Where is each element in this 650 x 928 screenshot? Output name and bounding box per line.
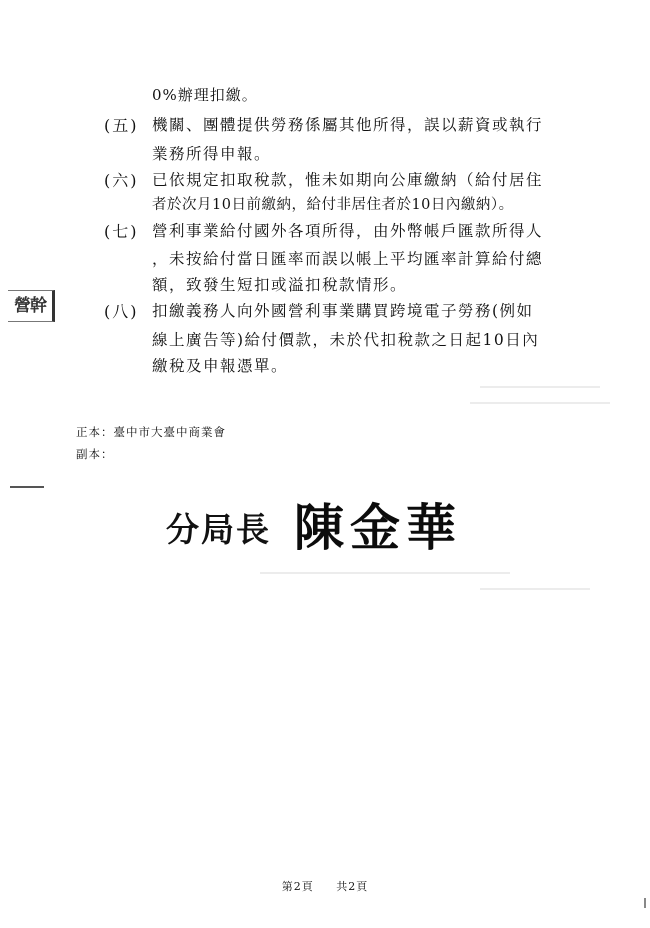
bleed-through-line — [260, 572, 510, 574]
item-number: (八) — [104, 302, 139, 321]
original-recipient: 正本：臺中市大臺中商業會 — [76, 425, 226, 439]
page-number: 第2頁 — [281, 880, 314, 893]
scan-edge-mark — [644, 898, 646, 908]
signature-title: 分局長 — [166, 510, 271, 549]
signature-seal — [166, 488, 466, 560]
item-line: 機關、團體提供勞務係屬其他所得，誤以薪資或執行 — [152, 116, 544, 134]
item-line: 已依規定扣取稅款，惟未如期向公庫繳納（給付居住 — [152, 171, 544, 189]
page-footer — [0, 878, 650, 894]
item-line: 線上廣告等)給付價款，未於代扣稅款之日起10日內 — [152, 331, 540, 349]
signature-name: 陳金華 — [294, 498, 462, 557]
item-line: 額，致發生短扣或溢扣稅款情形。 — [152, 276, 408, 294]
bleed-through-line — [480, 588, 590, 590]
item-line: 扣繳義務人向外國營利事業購買跨境電子勞務(例如 — [152, 302, 534, 320]
margin-dash — [10, 486, 44, 488]
item-number: (六) — [104, 171, 139, 190]
item-number: (七) — [104, 222, 139, 241]
item-line: 業務所得申報。 — [152, 145, 272, 163]
copy-recipient: 副本： — [76, 447, 114, 461]
bleed-through-line — [480, 386, 600, 388]
item-line: 營利事業給付國外各項所得，由外幣帳戶匯款所得人 — [152, 222, 544, 240]
continuation-line: 0%辦理扣繳。 — [152, 86, 258, 104]
margin-stamp: 營幹 — [8, 290, 55, 322]
item-line: 者於次月10日前繳納，給付非居住者於10日內繳納）。 — [152, 197, 514, 213]
page-total: 共2頁 — [336, 880, 369, 893]
item-line: ，未按給付當日匯率而誤以帳上平均匯率計算給付總 — [152, 250, 544, 268]
item-number: (五) — [104, 116, 139, 135]
item-line: 繳稅及申報憑單。 — [152, 357, 289, 375]
bleed-through-line — [470, 402, 610, 404]
